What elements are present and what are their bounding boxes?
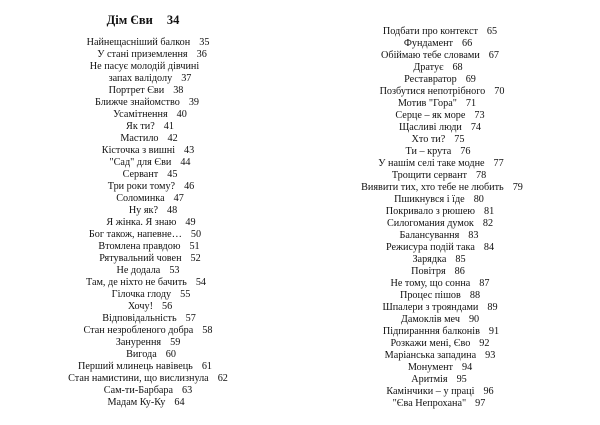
- entry-title: Три роки тому?: [107, 181, 176, 192]
- entry-page-number: 43: [184, 145, 195, 156]
- entry-page-number: 70: [494, 86, 505, 97]
- entry-page-number: 87: [479, 278, 490, 289]
- entry-page-number: 69: [465, 74, 476, 85]
- entry-page-number: 71: [465, 98, 477, 109]
- toc-entry: [412, 134, 465, 146]
- toc-entry: [400, 230, 479, 242]
- toc-entry: [78, 361, 212, 373]
- toc-entry: [392, 170, 486, 182]
- entry-title: Кісточка з вишні: [101, 145, 176, 156]
- entry-page-number: 64: [174, 397, 185, 408]
- entry-page-number: 36: [196, 49, 207, 60]
- entry-title: Не пасує молодій дівчині: [89, 61, 200, 72]
- toc-entry: [97, 49, 207, 61]
- entry-page-number: 56: [161, 301, 173, 312]
- entry-page-number: 67: [488, 50, 499, 61]
- entry-title: Зарядка: [412, 254, 447, 265]
- toc-entry: [386, 386, 493, 398]
- entry-title: Мастило: [120, 133, 159, 144]
- toc-entry: [393, 398, 486, 410]
- toc-entry: [406, 146, 471, 158]
- entry-title: Ближче знайомство: [94, 97, 180, 108]
- entry-page-number: 42: [167, 133, 178, 144]
- entry-title: Вигода: [126, 349, 157, 360]
- toc-entry: [386, 242, 494, 254]
- entry-page-number: 91: [488, 326, 500, 337]
- entry-page-number: 96: [483, 386, 494, 397]
- entry-title: Бог також, напевне…: [88, 229, 182, 240]
- toc-entry: [116, 337, 181, 349]
- toc-entry: [400, 290, 480, 302]
- entry-title: Дратує: [413, 62, 444, 73]
- entry-page-number: 81: [484, 206, 495, 217]
- entry-title: Не тому, що сонна: [390, 278, 471, 289]
- toc-entry: [391, 278, 490, 290]
- toc-entry: [383, 26, 497, 38]
- entry-title: Щасливі люди: [398, 122, 462, 133]
- entry-page-number: 53: [169, 265, 180, 276]
- entry-page-number: 78: [475, 170, 487, 181]
- entry-page-number: 79: [512, 182, 523, 193]
- toc-entry: [382, 302, 497, 314]
- entry-page-number: 38: [173, 85, 184, 96]
- entry-page-number: 76: [460, 146, 471, 157]
- entry-title: Хто ти?: [411, 134, 446, 145]
- entry-title: Маріанська западина: [384, 350, 477, 361]
- toc-entry: [361, 182, 523, 194]
- entry-title: "Єва Непрохана": [392, 398, 467, 409]
- toc-entry: [116, 193, 184, 205]
- entry-page-number: 40: [176, 109, 187, 120]
- entry-page-number: 52: [190, 253, 201, 264]
- entry-title: запах валідолу: [108, 73, 173, 84]
- toc-entry: [378, 158, 503, 170]
- toc-entry: [128, 301, 172, 313]
- toc-entry: [107, 397, 184, 409]
- toc-entry: [109, 73, 192, 85]
- entry-title: Перший млинець навівець: [77, 361, 193, 372]
- entry-title: Подбати про контекст: [382, 26, 478, 37]
- entry-title: Підпиранння балконів: [382, 326, 480, 337]
- entry-page-number: 92: [479, 338, 490, 349]
- entry-page-number: 77: [493, 158, 504, 169]
- entry-page-number: 93: [485, 350, 496, 361]
- entry-page-number: 75: [454, 134, 465, 145]
- toc-entry: [106, 217, 195, 229]
- entry-page-number: 45: [167, 169, 178, 180]
- entry-page-number: 35: [199, 37, 210, 48]
- entry-title: У стані приземлення: [97, 49, 188, 60]
- toc-entry: [126, 121, 174, 133]
- toc-entry: [98, 241, 199, 253]
- entry-title: Реставратор: [404, 74, 457, 85]
- entry-title: Обіймаю тебе словами: [381, 50, 480, 61]
- entry-title: Соломинка: [116, 193, 165, 204]
- entry-page-number: 68: [452, 62, 463, 73]
- entry-title: Пшикнувся і їде: [394, 194, 465, 205]
- toc-entry: [123, 169, 178, 181]
- entry-title: Камінчики – у праці: [386, 386, 475, 397]
- entry-title: Повітря: [411, 266, 446, 277]
- entry-page-number: 58: [202, 325, 213, 336]
- toc-entry: [380, 86, 505, 98]
- toc-entry: [90, 61, 208, 73]
- entry-page-number: 60: [165, 349, 176, 360]
- toc-entry: [383, 326, 499, 338]
- entry-title: Ну як?: [128, 205, 158, 216]
- toc-entry: [84, 325, 213, 337]
- toc-entry: [108, 181, 195, 193]
- entry-title: Дамоклів меч: [400, 314, 460, 325]
- toc-entry: [413, 62, 462, 74]
- entry-page-number: 51: [189, 241, 200, 252]
- toc-entry: [399, 122, 481, 134]
- entry-title: Дім Єви: [106, 13, 153, 27]
- toc-entry: [99, 253, 200, 265]
- toc-entry: [385, 350, 496, 362]
- entry-title: Занурення: [115, 337, 162, 348]
- entry-title: Аритмія: [411, 374, 448, 385]
- toc-entry: [86, 277, 206, 289]
- entry-page-number: 84: [483, 242, 495, 253]
- entry-page-number: 90: [468, 314, 480, 325]
- entry-page-number: 86: [454, 266, 465, 277]
- toc-entry: [126, 349, 176, 361]
- entry-title: Мотив "Гора": [397, 98, 457, 109]
- entry-page-number: 50: [190, 229, 202, 240]
- entry-title: Позбутися непотрібного: [379, 86, 486, 97]
- toc-entry: [412, 254, 465, 266]
- entry-title: Розкажи мені, Єво: [390, 338, 471, 349]
- entry-title: "Сад" для Єви: [109, 157, 172, 168]
- entry-page-number: 39: [188, 97, 200, 108]
- toc-entry: [87, 37, 210, 49]
- entry-page-number: 62: [217, 373, 228, 384]
- entry-title: Найнещасніший балкон: [86, 37, 191, 48]
- entry-title: Як ти?: [126, 121, 155, 132]
- entry-title: Не додала: [116, 265, 161, 276]
- toc-entry: [68, 373, 228, 385]
- toc-entry: [109, 85, 184, 97]
- entry-title: Серце – як море: [395, 110, 466, 121]
- entry-page-number: 48: [166, 205, 178, 216]
- entry-page-number: 59: [170, 337, 181, 348]
- entry-page-number: 74: [470, 122, 482, 133]
- entry-title: Режисура подій така: [385, 242, 475, 253]
- entry-title: Відповідальність: [102, 313, 177, 324]
- entry-title: Мадам Ку-Ку: [107, 397, 166, 408]
- entry-title: Балансування: [399, 230, 460, 241]
- toc-entry: [387, 218, 493, 230]
- toc-entry: [411, 374, 467, 386]
- entry-page-number: 61: [201, 361, 213, 372]
- entry-page-number: 47: [173, 193, 184, 204]
- entry-page-number: 37: [181, 73, 192, 84]
- entry-page-number: 49: [185, 217, 196, 228]
- entry-title: Втомлена правдою: [98, 241, 181, 252]
- toc-entry: [89, 229, 201, 241]
- toc-entry: [408, 362, 472, 374]
- entry-title: Процес пішов: [399, 290, 461, 301]
- toc-entry: [102, 145, 194, 157]
- entry-title: Усамітнення: [113, 109, 168, 120]
- entry-title: Фундамент: [403, 38, 453, 49]
- entry-title: Там, де ніхто не бачить: [85, 277, 187, 288]
- toc-entry: [404, 74, 476, 86]
- section-heading: [107, 14, 180, 26]
- entry-title: У нашім селі таке модне: [378, 158, 485, 169]
- entry-title: Сервант: [122, 169, 159, 180]
- entry-title: Гілочка глоду: [111, 289, 172, 300]
- toc-entry: [411, 266, 465, 278]
- toc-entry: [386, 206, 494, 218]
- entry-title: Стан незробленого добра: [83, 325, 194, 336]
- entry-title: Монумент: [407, 362, 453, 373]
- entry-title: Ти – крута: [405, 146, 452, 157]
- entry-page-number: 83: [468, 230, 479, 241]
- entry-title: Портрет Єви: [108, 85, 165, 96]
- entry-title: Рятувальний човен: [99, 253, 182, 264]
- entry-page-number: 95: [456, 374, 467, 385]
- toc-entry: [401, 314, 479, 326]
- entry-title: Шпалери з трояндами: [382, 302, 479, 313]
- entry-page-number: 34: [166, 13, 180, 27]
- toc-entry: [404, 38, 472, 50]
- entry-page-number: 54: [195, 277, 207, 288]
- toc-entry: [129, 205, 177, 217]
- toc-entry: [398, 98, 476, 110]
- entry-page-number: 89: [487, 302, 498, 313]
- entry-title: Покривало з рюшею: [385, 206, 476, 217]
- entry-page-number: 85: [455, 254, 466, 265]
- entry-title: Силогомания думок: [386, 218, 474, 229]
- entry-title: Сам-ти-Барбара: [103, 385, 174, 396]
- entry-page-number: 82: [482, 218, 494, 229]
- toc-entry: [117, 265, 180, 277]
- toc-entry: [109, 157, 190, 169]
- toc-entry: [394, 194, 484, 206]
- entry-page-number: 65: [486, 26, 498, 37]
- entry-page-number: 88: [469, 290, 481, 301]
- toc-entry: [104, 385, 192, 397]
- entry-title: Хочу!: [127, 301, 153, 312]
- entry-page-number: 94: [462, 362, 473, 373]
- entry-title: Стан намистини, що вислизнула: [68, 373, 209, 384]
- entry-page-number: 46: [184, 181, 195, 192]
- toc-entry: [95, 97, 199, 109]
- toc-entry: [391, 338, 490, 350]
- entry-page-number: 66: [461, 38, 473, 49]
- toc-entry: [112, 289, 191, 301]
- toc-entry: [395, 110, 484, 122]
- toc-entry: [113, 109, 187, 121]
- toc-entry: [381, 50, 499, 62]
- entry-page-number: 73: [474, 110, 485, 121]
- entry-page-number: 41: [163, 121, 174, 132]
- entry-title: Я жінка. Я знаю: [106, 217, 177, 228]
- entry-page-number: 57: [185, 313, 196, 324]
- entry-title: Виявити тих, хто тебе не любить: [361, 182, 504, 193]
- entry-page-number: 55: [180, 289, 191, 300]
- entry-page-number: 63: [182, 385, 193, 396]
- entry-page-number: 44: [180, 157, 191, 168]
- toc-entry: [102, 313, 196, 325]
- entry-page-number: 97: [475, 398, 486, 409]
- toc-entry: [120, 133, 177, 145]
- entry-page-number: 80: [473, 194, 484, 205]
- entry-title: Трощити сервант: [391, 170, 467, 181]
